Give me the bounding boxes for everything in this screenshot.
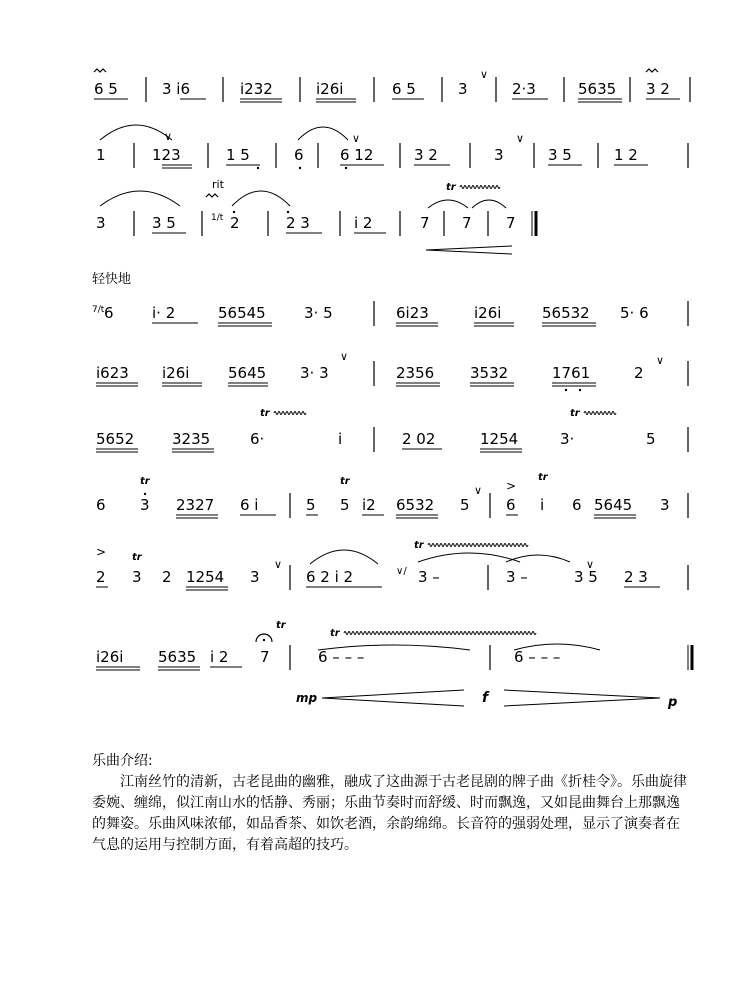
note-group: 3 — [250, 568, 260, 586]
intro-title: 乐曲介绍: — [92, 753, 153, 769]
breath-mark: ∨ — [516, 132, 525, 145]
note-group: 6 5 — [392, 80, 416, 98]
trill-wave — [428, 544, 528, 547]
breath-mark: ∨ — [656, 354, 665, 367]
breath-mark: ∨ — [340, 350, 349, 363]
note-group: 6 — [104, 304, 114, 322]
note-group: 3 — [132, 568, 142, 586]
trill-wave — [460, 186, 500, 189]
accent-mark: > — [506, 479, 517, 493]
note-group: 2 — [634, 364, 644, 382]
slur — [232, 191, 290, 206]
note-group: 3 2 — [414, 146, 438, 164]
note-group: i 2 — [354, 214, 373, 232]
note-group: 3· 5 — [304, 304, 333, 322]
note-group: 5 — [646, 430, 656, 448]
note-group: 56545 — [218, 304, 266, 322]
note-group: 2 3 — [624, 568, 648, 586]
trill-mark: tr — [570, 408, 580, 419]
note-group: i623 — [96, 364, 129, 382]
mordent-mark — [206, 194, 218, 197]
note-group: 3 i6 — [162, 80, 191, 98]
note-group: i — [540, 496, 545, 514]
trill-mark: tr — [132, 552, 142, 563]
note-group: 6 — [506, 496, 516, 514]
note-group: 3532 — [470, 364, 509, 382]
trill-mark: tr — [140, 476, 150, 487]
note-group: i· 2 — [152, 304, 176, 322]
note-group: 3 – — [418, 568, 440, 586]
crescendo-hairpin — [426, 246, 512, 250]
octave-dot — [263, 639, 265, 641]
note-group: 5652 — [96, 430, 135, 448]
note-group: 3 5 — [548, 146, 572, 164]
note-group: 3 — [660, 496, 670, 514]
breath-mark: ∨ — [474, 484, 483, 497]
dynamic-mark: f — [482, 690, 489, 706]
note-group: 5 — [340, 496, 350, 514]
breath-mark: ∨ — [480, 68, 489, 81]
grace-note: 1/t — [211, 213, 224, 223]
note-group: 6 5 — [94, 80, 118, 98]
note-group: 56532 — [542, 304, 590, 322]
note-group: 6 – – – — [514, 648, 561, 666]
trill-mark: tr — [414, 540, 424, 551]
note-group: 6 — [572, 496, 582, 514]
note-group: 1 — [96, 146, 106, 164]
octave-dot — [299, 167, 301, 169]
slur — [472, 200, 506, 208]
note-group: i 2 — [210, 648, 229, 666]
note-group: 6 i — [240, 496, 259, 514]
note-group: 5 — [306, 496, 316, 514]
note-group: 3 5 — [574, 568, 598, 586]
note-group: 3· 3 — [300, 364, 329, 382]
note-group: 6 – – – — [318, 648, 365, 666]
note-group: 3 — [96, 214, 106, 232]
slur — [428, 200, 468, 208]
note-group: 2327 — [176, 496, 215, 514]
note-group: i26i — [316, 80, 344, 98]
note-group: 1 5 — [226, 146, 250, 164]
note-group: i26i — [474, 304, 502, 322]
trill-mark: tr — [340, 476, 350, 487]
note-group: 2 — [162, 568, 172, 586]
tempo-marking: 轻快地 — [92, 272, 132, 287]
crescendo-hairpin — [322, 690, 464, 706]
trill-mark: tr — [260, 408, 270, 419]
slur — [100, 125, 172, 140]
slur — [418, 553, 520, 562]
breath-mark: ∨ — [352, 132, 361, 145]
note-group: 5635 — [158, 648, 197, 666]
note-group: 7 — [260, 648, 270, 666]
note-group: 3 2 — [646, 80, 670, 98]
note-group: 7 — [420, 214, 430, 232]
dynamic-mark: p — [668, 695, 678, 710]
note-group: 3 5 — [152, 214, 176, 232]
note-group: 2·3 — [512, 80, 536, 98]
note-group: 3235 — [172, 430, 211, 448]
note-group: 5645 — [594, 496, 633, 514]
note-group: 2 — [230, 214, 240, 232]
note-group: 1761 — [552, 364, 591, 382]
note-group: 6532 — [396, 496, 435, 514]
accent-mark: > — [96, 545, 107, 559]
trill-mark: tr — [276, 620, 286, 631]
octave-dot — [144, 493, 146, 495]
mordent-mark — [94, 69, 106, 72]
note-group: 6 2 i 2 — [306, 568, 354, 586]
note-group: 3 — [494, 146, 504, 164]
note-group: i26i — [96, 648, 124, 666]
note-group: 6 12 — [340, 146, 374, 164]
note-group: 1254 — [186, 568, 225, 586]
note-group: 6 — [96, 496, 106, 514]
note-group: i — [338, 430, 343, 448]
decrescendo-hairpin — [504, 690, 660, 706]
note-group: 5· 6 — [620, 304, 649, 322]
note-group: 2356 — [396, 364, 435, 382]
note-group: 3 – — [506, 568, 528, 586]
note-group: i2 — [362, 496, 376, 514]
dynamic-mark: mp — [296, 691, 318, 705]
note-group: i26i — [162, 364, 190, 382]
note-group: 2 02 — [402, 430, 436, 448]
breath-mark: ∨ — [586, 558, 595, 571]
trill-wave — [344, 632, 536, 635]
note-group: 1 2 — [614, 146, 638, 164]
note-group: 7 — [506, 214, 516, 232]
grace-note: 7/t — [92, 305, 105, 315]
breath-mark: ∨ — [164, 130, 173, 143]
trill-wave — [584, 412, 616, 415]
trill-mark: tr — [538, 472, 548, 483]
note-group: 2 3 — [286, 214, 310, 232]
trill-mark: tr — [446, 182, 456, 193]
note-group: 6i23 — [396, 304, 429, 322]
note-group: 6 — [294, 146, 304, 164]
mordent-mark — [646, 69, 658, 72]
slur — [310, 550, 378, 564]
note-group: 3 — [140, 496, 150, 514]
crescendo-hairpin — [426, 250, 512, 254]
octave-dot — [257, 167, 259, 169]
note-group: 2 — [96, 568, 106, 586]
note-group: 7 — [462, 214, 472, 232]
intro-body: 江南丝竹的清新，古老昆曲的幽雅，融成了这曲源于古老昆剧的牌子曲《折桂令》。乐曲旋律委婉、缠绵，似江南山水的恬静、秀丽；乐曲节奏时而舒缓、时而飘逸，又如昆曲舞台上那飘逸的舞姿。乐曲风味浓郁，如品香茶、如饮老酒，余韵绵绵。长音符的强弱处理，显示了演奏者在气息的运用与控制方面，有着高超的技巧。 — [92, 774, 687, 853]
octave-dot — [579, 389, 581, 391]
trill-wave — [274, 412, 306, 415]
note-group: 5635 — [578, 80, 617, 98]
octave-dot — [287, 211, 289, 213]
breath-mark: ∨/ — [396, 566, 407, 577]
octave-dot — [345, 167, 347, 169]
note-group: 5 — [460, 496, 470, 514]
note-group: 123 — [152, 146, 181, 164]
note-group: 1254 — [480, 430, 519, 448]
trill-mark: tr — [330, 628, 340, 639]
note-group: i232 — [240, 80, 273, 98]
octave-dot — [233, 211, 235, 213]
slur — [100, 191, 180, 206]
slur — [298, 127, 348, 140]
note-group: 6· — [250, 430, 265, 448]
note-group: 3· — [560, 430, 575, 448]
rit-mark: rit — [212, 178, 224, 191]
breath-mark: ∨ — [274, 558, 283, 571]
octave-dot — [565, 389, 567, 391]
note-group: 3 — [458, 80, 468, 98]
note-group: 5645 — [228, 364, 267, 382]
